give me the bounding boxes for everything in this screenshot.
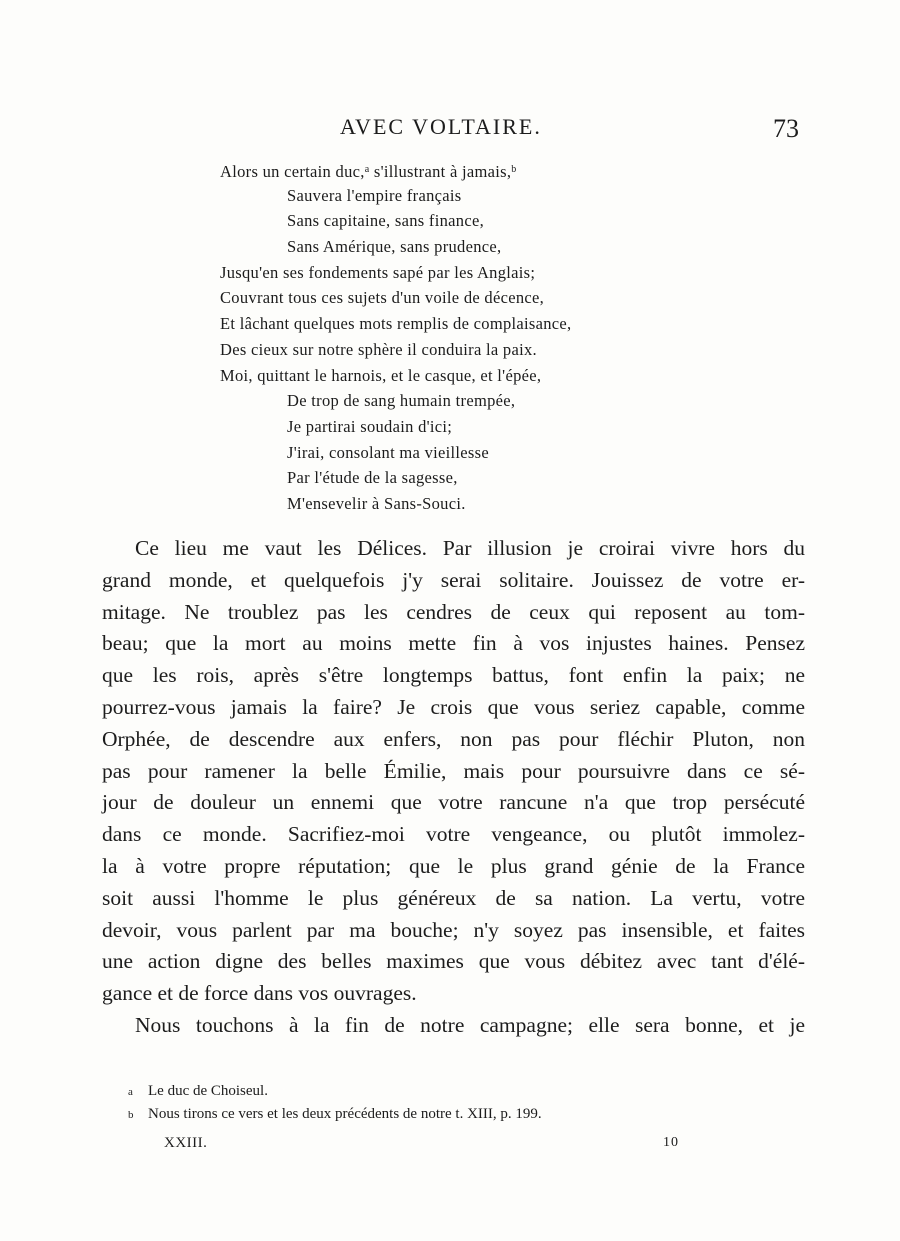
verse-line: Des cieux sur notre sphère il conduira la paix. [220,339,537,359]
verse-line: Et lâchant quelques mots remplis de complaisance, [220,314,572,334]
prose-line: mitage. Ne troublez pas les cendres de ceux qui reposent au tom- [102,599,805,624]
footnote-reference: b [511,164,517,175]
footnote-text: Nous tirons ce vers et les deux précédents de notre t. XIII, p. 199. [148,1106,542,1122]
running-title: AVEC VOLTAIRE. [340,114,542,139]
verse-line: De trop de sang humain trempée, [287,391,516,411]
sheet-number: 10 [663,1135,679,1150]
prose-line: pas pour ramener la belle Émilie, mais pour poursuivre dans ce sé- [102,758,805,783]
prose-block [102,533,805,1042]
verse-line: Sauvera l'empire français [287,185,462,205]
prose-line: beau; que la mort au moins mette fin à vos injustes haines. Pensez [102,631,805,656]
footnote-mark: a [128,1086,133,1098]
prose-line: gance et de force dans vos ouvrages. [102,981,417,1006]
footnote-reference: a [364,164,370,175]
prose-line: devoir, vous parlent par ma bouche; n'y soyez pas insensible, et faites [102,917,805,942]
footnote [128,1103,542,1126]
verse-block [220,157,571,517]
prose-line: la à votre propre réputation; que le plus grand génie de la France [102,853,805,878]
prose-line: Ce lieu me vaut les Délices. Par illusion je croirai vivre hors du [135,536,805,560]
footnote-mark: b [128,1109,134,1121]
verse-line: Jusqu'en ses fondements sapé par les Anglais; [220,262,536,282]
prose-line: une action digne des belles maximes que vous débitez avec tant d'élé- [102,949,805,974]
prose-line: Nous touchons à la fin de notre campagne; elle sera bonne, et je [135,1012,805,1037]
footnote-text: Le duc de Choiseul. [148,1083,268,1099]
prose-line: dans ce monde. Sacrifiez-moi votre vengeance, ou plutôt immolez- [102,822,805,847]
verse-line: Par l'étude de la sagesse, [287,468,458,488]
verse-line: Sans Amérique, sans prudence, [287,237,502,257]
footnote [128,1080,542,1103]
verse-line: Je partirai soudain d'ici; [287,416,453,436]
verse-line: Sans capitaine, sans finance, [287,211,485,231]
prose-line: grand monde, et quelquefois j'y serai solitaire. Jouissez de votre er- [102,567,805,592]
prose-line: jour de douleur un ennemi que votre rancune n'a que trop persécuté [102,790,805,815]
verse-line: Moi, quittant le harnois, et le casque, et l'épée, [220,365,542,385]
verse-line: J'irai, consolant ma vieillesse [287,442,489,462]
verse-line: Couvrant tous ces sujets d'un voile de décence, [220,288,545,308]
signature-mark: XXIII. [164,1135,208,1151]
prose-line: soit aussi l'homme le plus généreux de sa nation. La vertu, votre [102,885,805,910]
page-number: 73 [773,114,799,143]
verse-line: M'ensevelir à Sans-Souci. [287,493,466,513]
verse-line: Alors un certain duc,$^a$ s'illustrant à jamais,$^b$ [220,162,517,181]
prose-line: pourrez-vous jamais la faire? Je crois que vous seriez capable, comme [102,694,805,719]
prose-line: Orphée, de descendre aux enfers, non pas pour fléchir Pluton, non [102,726,805,751]
footnotes [128,1080,542,1126]
prose-line: que les rois, après s'être longtemps battus, font enfin la paix; ne [102,663,805,688]
